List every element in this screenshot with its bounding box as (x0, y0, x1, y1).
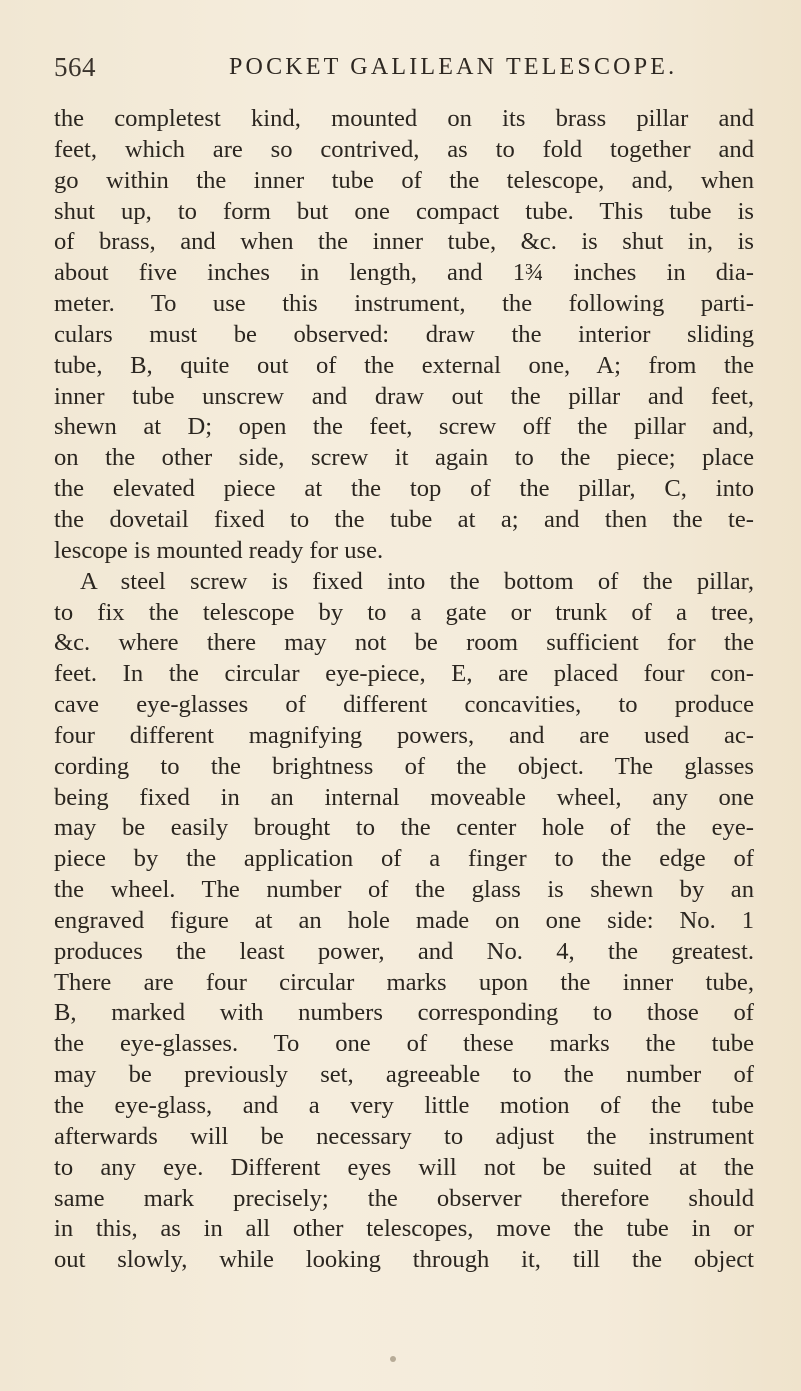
text-line: tube, B, quite out of the external one, A; from the (54, 351, 754, 379)
text-line: to fix the telescope by to a gate or trunk of a tree, (54, 598, 754, 626)
text-line: four different magnifying powers, and are used ac- (54, 721, 754, 749)
text-line: the wheel. The number of the glass is shewn by an (54, 876, 754, 904)
text-line: to any eye. Different eyes will not be suited at the (54, 1153, 754, 1181)
text-line: the dovetail fixed to the tube at a; and then the te- (54, 505, 754, 533)
text-line: shut up, to form but one compact tube. This tube is (54, 197, 754, 225)
running-head: POCKET GALILEAN TELESCOPE. (229, 54, 678, 80)
page-header (54, 52, 754, 92)
text-line: engraved figure at an hole made on one side: No. 1 (54, 906, 754, 934)
text-line: B, marked with numbers corresponding to those of (54, 999, 754, 1027)
text-line: go within the inner tube of the telescope, and, when (54, 166, 754, 194)
text-line: produces the least power, and No. 4, the greatest. (54, 937, 754, 965)
page-number: 564 (54, 52, 96, 82)
text-line: the completest kind, mounted on its brass pillar and (54, 105, 754, 132)
text-line: about five inches in length, and 1¾ inches in dia- (54, 259, 754, 287)
text-line: shewn at D; open the feet, screw off the pillar and, (54, 413, 754, 441)
text-line: piece by the application of a finger to the edge of (54, 845, 754, 873)
text-line: the elevated piece at the top of the pillar, C, into (54, 475, 754, 503)
text-line: may be previously set, agreeable to the number of (54, 1061, 754, 1089)
text-line: on the other side, screw it again to the piece; place (54, 444, 754, 472)
text-line: &c. where there may not be room sufficient for the (54, 629, 754, 657)
text-line: meter. To use this instrument, the following parti- (54, 290, 754, 318)
text-line: in this, as in all other telescopes, move the tube in or (54, 1215, 754, 1243)
text-line: of brass, and when the inner tube, &c. is shut in, is (54, 228, 754, 256)
text-line: feet. In the circular eye-piece, E, are placed four con- (54, 660, 754, 688)
text-line: cording to the brightness of the object. The glasses (54, 752, 754, 780)
text-line: A steel screw is fixed into the bottom of the pillar, (80, 567, 754, 595)
text-line: There are four circular marks upon the inner tube, (54, 968, 754, 996)
text-line: may be easily brought to the center hole of the eye- (54, 814, 754, 842)
text-line: inner tube unscrew and draw out the pillar and feet, (54, 382, 754, 410)
text-line: feet, which are so contrived, as to fold together and (54, 135, 754, 163)
text-line: cave eye-glasses of different concavities, to produce (54, 691, 754, 719)
text-line: same mark precisely; the observer therefore should (54, 1184, 754, 1212)
text-line: being fixed in an internal moveable wheel, any one (54, 783, 754, 811)
text-line: lescope is mounted ready for use. (54, 536, 384, 564)
text-line: the eye-glasses. To one of these marks the tube (54, 1030, 754, 1058)
print-mark (390, 1356, 396, 1362)
text-line: the eye-glass, and a very little motion of the tube (54, 1092, 754, 1119)
text-line: afterwards will be necessary to adjust the instrument (54, 1122, 754, 1150)
text-line: out slowly, while looking through it, till the object (54, 1246, 754, 1274)
text-line: culars must be observed: draw the interior sliding (54, 320, 754, 348)
body-text (54, 104, 754, 1276)
